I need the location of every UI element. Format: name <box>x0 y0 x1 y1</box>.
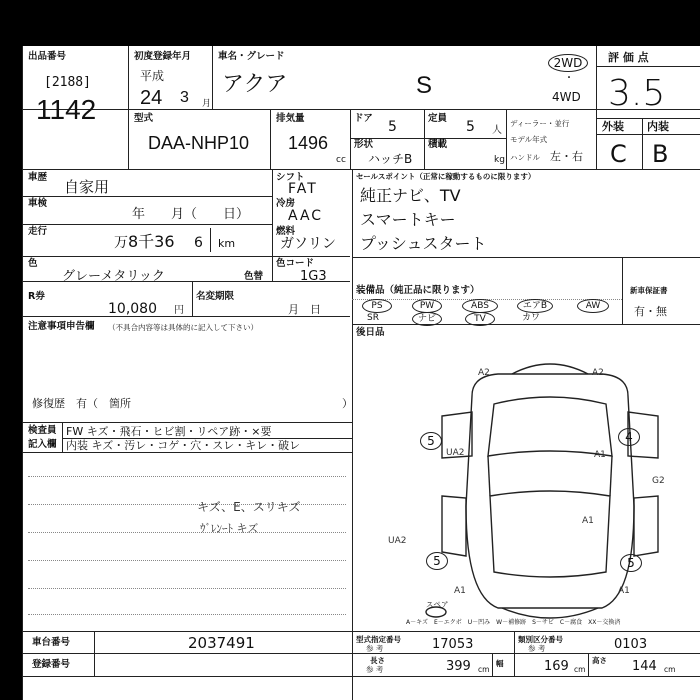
divider <box>22 169 700 170</box>
mark-right-front-4: 4 <box>618 428 640 446</box>
auction-sheet <box>22 46 700 700</box>
fuel-label: 燃料 <box>276 226 296 237</box>
person-unit: 人 <box>492 125 502 136</box>
spare-label: スペア <box>426 600 449 609</box>
divider <box>210 228 211 252</box>
equip-sr: SR <box>367 313 379 323</box>
class-label: 類別区分番号 <box>518 635 563 644</box>
shape-label: 形状 <box>354 139 374 150</box>
chassis-value: 2037491 <box>188 634 255 652</box>
divider <box>22 224 272 225</box>
use-label: 車歴 <box>28 172 48 183</box>
equip-aw: AW <box>577 299 609 313</box>
door-label: ドア <box>354 113 373 124</box>
divider <box>506 109 507 169</box>
sales-label: セールスポイント（正常に稼動するものに限ります） <box>356 172 536 181</box>
car-diagram <box>402 346 698 628</box>
divider <box>596 134 700 135</box>
divider <box>22 316 350 317</box>
mark-right-rear-5: 5 <box>620 554 642 572</box>
divider <box>22 422 352 423</box>
exterior-label: 外装 <box>602 120 624 133</box>
divider <box>588 653 589 676</box>
length-label: 長さ <box>370 656 385 665</box>
expiry-month-day: 月 日 <box>288 303 321 316</box>
divider <box>22 256 350 257</box>
sales-line-1: 純正ナビ、TV <box>360 186 461 205</box>
class-sub: 参 考 <box>528 644 546 653</box>
divider <box>128 46 129 169</box>
displacement: 1496 <box>288 133 329 153</box>
divider <box>352 257 700 258</box>
divider <box>94 631 95 676</box>
mileage-last: 6 <box>194 235 203 251</box>
interior-line: 内装 キズ・汚レ・コゲ・穴・スレ・キレ・破レ <box>66 439 301 452</box>
diagram-label: 後日品 <box>356 327 385 338</box>
equip-leather: カワ <box>522 313 541 323</box>
equip-ps: PS <box>362 299 392 313</box>
ac-value: AAC <box>288 208 324 224</box>
divider <box>642 118 643 169</box>
dealer-label: ディーラー・並行 <box>510 119 570 128</box>
warranty-value: 有・無 <box>634 305 667 318</box>
mileage-label: 走行 <box>28 226 48 237</box>
divider <box>22 676 700 677</box>
divider <box>28 476 346 477</box>
width-label: 幅 <box>496 659 504 668</box>
handle-label: ハンドル <box>510 153 540 162</box>
class-value: 0103 <box>614 637 648 652</box>
sales-line-3: プッシュスタート <box>360 234 487 253</box>
mileage-value: 8千36 <box>128 232 175 251</box>
model-label: 車名・グレード <box>218 51 285 62</box>
type-designation-sub: 参 考 <box>366 644 384 653</box>
divider <box>272 169 273 281</box>
lot-sub-number: [2188] <box>44 75 91 90</box>
mark-front-right: A2 <box>592 368 604 378</box>
mark-right-a1-2: A1 <box>582 516 594 526</box>
inspector-label-2: 記入欄 <box>28 439 57 450</box>
equipment-label: 装備品（純正品に限ります） <box>356 285 480 296</box>
height-label: 高さ <box>592 656 607 665</box>
mark-front-left: A2 <box>478 368 490 378</box>
recycle-label: R券 <box>28 291 45 302</box>
divider <box>270 109 271 169</box>
cc-unit: cc <box>336 155 346 165</box>
equip-pw: PW <box>412 299 442 313</box>
month-unit: 月 <box>202 99 212 109</box>
reg-month: 3 <box>180 89 189 106</box>
score: 3.5 <box>608 73 666 114</box>
divider <box>514 631 515 676</box>
recycle-unit: 円 <box>174 305 184 316</box>
type-designation: 17053 <box>432 637 474 652</box>
type-label: 型式 <box>134 113 154 124</box>
mark-left-rear-5: 5 <box>426 552 448 570</box>
equip-airbag: エアB <box>517 299 553 313</box>
recycle-value: 10,080 <box>108 301 157 317</box>
equip-navi: ナビ <box>412 312 442 326</box>
divider <box>212 46 213 109</box>
color-label: 色 <box>28 258 38 269</box>
score-label: 評 価 点 <box>608 51 649 64</box>
type-designation-label: 型式指定番号 <box>356 635 401 644</box>
displacement-label: 排気量 <box>276 113 305 124</box>
drive-2wd: 2WD <box>548 54 588 72</box>
height-value: 144 <box>632 659 657 674</box>
divider <box>22 109 700 110</box>
era: 平成 <box>140 69 165 83</box>
color-num-label: 色替 <box>244 271 264 282</box>
divider <box>22 452 352 453</box>
ac-label: 冷房 <box>276 198 296 209</box>
inspector-label-1: 検査員 <box>28 425 57 436</box>
model-name: アクア <box>222 72 288 97</box>
height-unit: cm <box>664 665 676 674</box>
length-unit: cm <box>478 665 490 674</box>
divider <box>28 588 346 589</box>
mileage-prefix: 万 <box>114 235 128 251</box>
model-year-label: モデル年式 <box>510 135 548 144</box>
kg-unit: kg <box>494 155 505 165</box>
registration-label: 登録番号 <box>32 659 71 670</box>
mileage-unit: km <box>218 237 236 250</box>
divider <box>22 196 272 197</box>
equip-tv: TV <box>465 312 495 326</box>
divider <box>350 109 351 169</box>
handwritten-note-1: キズ、E、スリキズ <box>197 500 301 514</box>
shift-value: FAT <box>288 181 318 197</box>
divider <box>352 631 353 700</box>
exterior-grade: C <box>610 140 627 168</box>
divider <box>28 560 346 561</box>
length-value: 399 <box>446 659 471 674</box>
fuel-value: ガソリン <box>280 236 336 252</box>
drive-4wd: 4WD <box>552 90 581 104</box>
inspection-value: 年 月（ 日） <box>132 207 250 222</box>
divider <box>622 257 623 324</box>
mark-left-ua2: UA2 <box>446 448 465 458</box>
divider <box>352 324 700 325</box>
divider <box>22 653 700 654</box>
divider <box>192 281 193 316</box>
repair-close: ） <box>342 397 353 410</box>
capacity: 5 <box>466 119 475 135</box>
divider <box>22 46 23 700</box>
reg-year: 24 <box>140 87 163 109</box>
lot-label: 出品番号 <box>28 51 67 62</box>
type-code: DAA-NHP10 <box>148 133 250 153</box>
divider <box>424 109 425 169</box>
color-code-label: 色コード <box>276 258 315 269</box>
interior-label: 内装 <box>647 120 669 133</box>
damage-legend: A－キズ E－エクボ U－凹み W－補修跡 S－サビ C－腐食 XX－交換済 <box>406 619 621 626</box>
shift-label: シフト <box>276 172 305 183</box>
repair-label: 修復歴 有（ 箇所 <box>32 397 131 410</box>
fw-line: FW キズ・飛石・ヒビ割・リペア跡・×要 <box>66 425 272 438</box>
chassis-label: 車台番号 <box>32 637 71 648</box>
sales-line-2: スマートキー <box>360 210 456 229</box>
inspection-label: 車検 <box>28 198 48 209</box>
divider <box>62 422 63 452</box>
shape: ハッチB <box>368 152 413 166</box>
load-label: 積載 <box>428 139 448 150</box>
mark-rear-a1-2: A1 <box>618 586 630 596</box>
capacity-label: 定員 <box>428 113 448 124</box>
handle-value: 左・右 <box>550 150 583 163</box>
divider <box>492 653 493 676</box>
warranty-label: 新車保証書 <box>630 286 668 295</box>
mark-rear-a1: A1 <box>454 586 466 596</box>
divider <box>596 46 597 169</box>
mark-right-g2: G2 <box>652 476 665 486</box>
handwritten-note-2: ｳﾞﾚﾝｰﾄ キズ <box>200 522 259 535</box>
divider <box>28 532 346 533</box>
lot-number: 1142 <box>36 94 97 125</box>
doors: 5 <box>388 119 397 135</box>
width-value: 169 <box>544 659 569 674</box>
use-value: 自家用 <box>64 178 110 196</box>
width-unit: cm <box>574 665 586 674</box>
interior-grade: B <box>652 140 669 168</box>
divider <box>596 118 700 119</box>
mark-left-ua2-2: UA2 <box>388 536 407 546</box>
mark-left-front-5: 5 <box>420 432 442 450</box>
notes-label: 注意事項申告欄 <box>28 321 95 332</box>
grade: S <box>416 72 433 99</box>
reg-label: 初度登録年月 <box>134 51 192 62</box>
notes-sub: （不具合内容等は具体的に記入して下さい） <box>108 323 258 332</box>
divider <box>28 614 346 615</box>
equip-abs: ABS <box>462 299 498 313</box>
expiry-label: 名変期限 <box>196 291 235 302</box>
color-code: 1G3 <box>300 269 327 284</box>
color-value: グレーメタリック <box>62 269 165 284</box>
divider <box>22 631 700 632</box>
dot: ・ <box>564 73 574 84</box>
divider <box>596 66 700 67</box>
mark-right-a1: A1 <box>594 450 606 460</box>
length-sub: 参 考 <box>366 665 384 674</box>
